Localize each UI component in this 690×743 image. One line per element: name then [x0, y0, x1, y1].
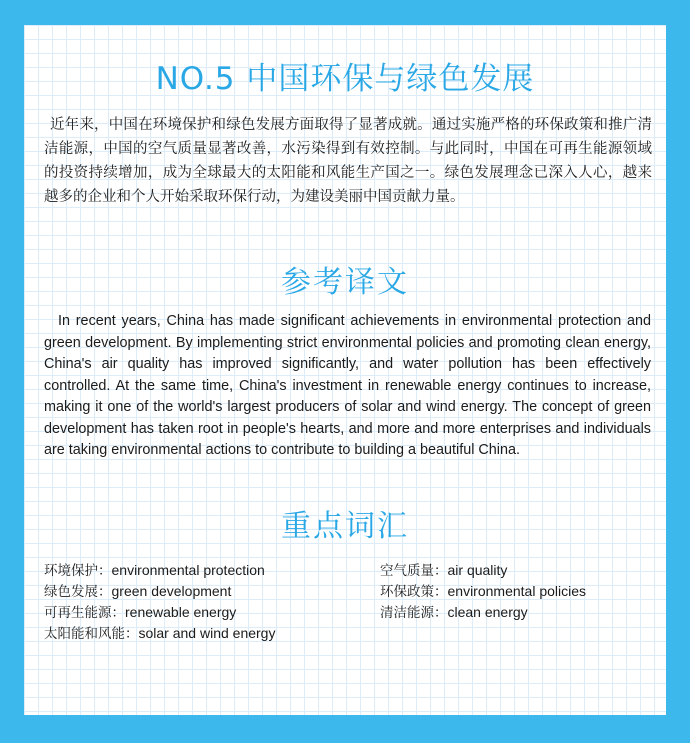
vocab-term-english: clean energy: [447, 604, 528, 620]
vocab-term-chinese: 环境保护：: [44, 563, 112, 579]
translation-heading: 参考译文: [281, 265, 409, 300]
vocab-item: [44, 602, 236, 623]
vocab-term-english: solar and wind energy: [138, 625, 276, 641]
vocab-term-chinese: 清洁能源：: [380, 605, 448, 621]
vocab-item: [380, 602, 528, 623]
vocab-term-english: air quality: [447, 562, 508, 578]
vocab-item: [380, 560, 507, 581]
page-title: NO.5 中国环保与绿色发展: [155, 61, 535, 97]
vocab-term-english: environmental policies: [447, 583, 587, 599]
vocab-term-english: green development: [111, 583, 232, 599]
vocabulary-list: [44, 560, 664, 650]
vocab-term-chinese: 太阳能和风能：: [44, 626, 139, 642]
vocab-term-chinese: 空气质量：: [380, 563, 448, 579]
vocab-term-chinese: 环保政策：: [380, 584, 448, 600]
chinese-paragraph: 近年来，中国在环境保护和绿色发展方面取得了显著成就。通过实施严格的环保政策和推广清洁能源，中国的空气质量显著改善，水污染得到有效控制。与此同时，中国在可再生能源领域的投资持续增加，成为全球最大的太阳能和风能生产国之一。绿色发展理念已深入人心，越来越多的企业和个人开始采取环保行动，为建设美丽中国贡献力量。: [44, 117, 652, 205]
vocab-item: [44, 560, 265, 581]
english-translation-paragraph: In recent years, China has made significant achievements in environmental protection and green development. By implementing strict environmental policies and promoting clean energy, China's air quality has improved significantly, and water pollution has been effectively controlled. At the same time, China's investment in renewable energy continues to increase, making it one of the world's largest producers of solar and wind energy. The concept of green development has taken root in people's hearts, and more and more enterprises and individuals are taking environmental actions to contribute to building a beautiful China.: [44, 313, 651, 458]
vocab-term-chinese: 可再生能源：: [44, 605, 125, 621]
vocabulary-heading: 重点词汇: [281, 509, 409, 544]
vocab-term-chinese: 绿色发展：: [44, 584, 112, 600]
vocab-term-english: environmental protection: [111, 562, 265, 578]
vocab-item: [44, 581, 231, 602]
vocab-term-english: renewable energy: [125, 604, 237, 620]
vocab-item: [380, 581, 586, 602]
vocab-item: [44, 623, 275, 644]
content-card: [24, 25, 666, 715]
